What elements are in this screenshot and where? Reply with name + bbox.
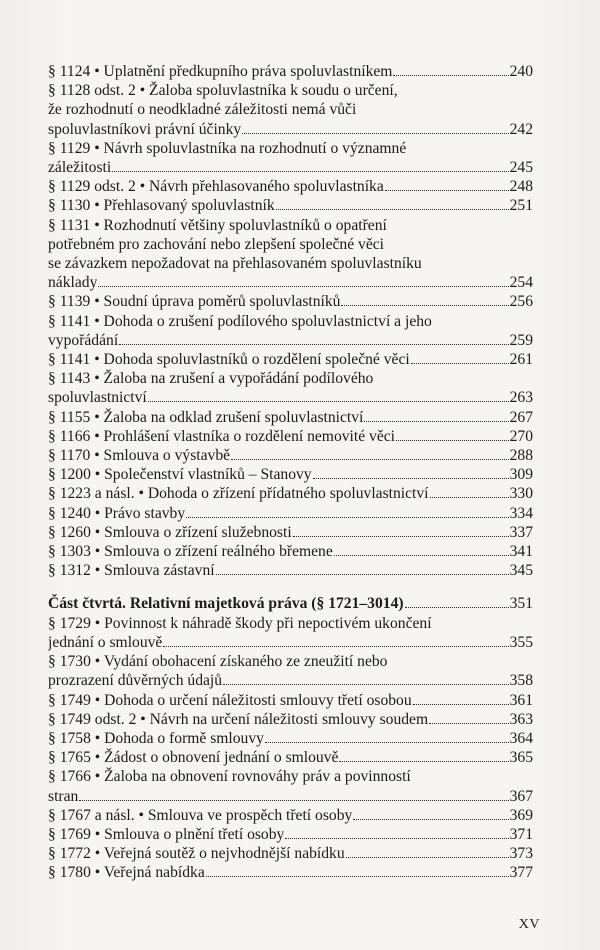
toc-entry-line — [48, 369, 533, 388]
toc-entry-text: § 1155 • Žaloba na odklad zrušení spoluvlastnictví — [48, 408, 364, 426]
dot-leader — [364, 421, 508, 422]
dot-leader — [339, 761, 508, 762]
toc-section-part-three — [48, 62, 533, 580]
toc-entry-final-line — [48, 465, 533, 484]
toc-entry-text: § 1303 • Smlouva o zřízení reálného břemene — [48, 543, 333, 561]
toc-entry-final-line — [48, 825, 533, 844]
toc-entry-final-line — [48, 806, 533, 825]
toc-entry — [48, 292, 533, 311]
dot-leader — [265, 742, 509, 743]
toc-entry-text: § 1780 • Veřejná nabídka — [48, 864, 205, 882]
toc-entry-page: 364 — [509, 729, 533, 747]
toc-entry-final-line — [48, 196, 533, 215]
toc-entry-page: 309 — [509, 466, 533, 484]
toc-entry-line — [48, 652, 533, 671]
toc-entry-text: § 1139 • Soudní úprava poměrů spoluvlastníků — [48, 293, 341, 311]
dot-leader — [405, 607, 509, 608]
toc-entry — [48, 465, 533, 484]
toc-entry-page: 373 — [509, 845, 533, 863]
toc-entry — [48, 825, 533, 844]
toc-entry — [48, 427, 533, 446]
toc-entry-text: že rozhodnutí o neodkladné záležitosti nemá vůči — [48, 101, 357, 119]
toc-entry-page: 363 — [509, 710, 533, 728]
table-of-contents — [48, 62, 533, 883]
toc-entry-final-line — [48, 729, 533, 748]
dot-leader — [148, 401, 509, 402]
toc-entry-line — [48, 312, 533, 331]
toc-entry — [48, 408, 533, 427]
toc-entry-page: 288 — [509, 447, 533, 465]
toc-entry-line — [48, 767, 533, 786]
toc-entry-text: § 1758 • Dohoda o formě smlouvy — [48, 729, 264, 747]
toc-entry-text: prozrazení důvěrných údajů — [48, 672, 223, 690]
toc-entry-page: 267 — [509, 408, 533, 426]
dot-leader — [334, 555, 509, 556]
toc-entry — [48, 350, 533, 369]
toc-entry-final-line — [48, 62, 533, 81]
toc-entry — [48, 561, 533, 580]
dot-leader — [411, 363, 509, 364]
toc-entry-page: 341 — [509, 543, 533, 561]
toc-entry — [48, 446, 533, 465]
dot-leader — [313, 478, 509, 479]
dot-leader — [430, 497, 509, 498]
toc-entry — [48, 691, 533, 710]
toc-entry — [48, 196, 533, 215]
toc-entry-final-line — [48, 177, 533, 196]
toc-entry-page: 254 — [509, 274, 533, 292]
toc-entry-page: 240 — [509, 63, 533, 80]
dot-leader — [353, 819, 508, 820]
toc-entry-text: § 1767 a násl. • Smlouva ve prospěch třetí osoby — [48, 806, 353, 824]
toc-entry-page: 371 — [509, 825, 533, 843]
toc-entry-page: 259 — [509, 331, 533, 349]
toc-entry-page: 365 — [509, 749, 533, 767]
dot-leader — [231, 459, 509, 460]
toc-entry-text: § 1260 • Smlouva o zřízení služebnosti — [48, 523, 292, 541]
toc-entry — [48, 748, 533, 767]
toc-entry-text: § 1141 • Dohoda o zrušení podílového spoluvlastnictví a jeho — [48, 312, 432, 330]
dot-leader — [385, 190, 509, 191]
toc-entry-text: § 1129 odst. 2 • Návrh přehlasovaného spoluvlastníka — [48, 178, 384, 196]
part-heading — [48, 594, 533, 613]
toc-entry — [48, 614, 533, 652]
toc-entry-final-line — [48, 710, 533, 729]
toc-entry — [48, 542, 533, 561]
toc-entry-final-line — [48, 561, 533, 580]
toc-entry-final-line — [48, 671, 533, 690]
toc-entry-final-line — [48, 691, 533, 710]
toc-entry-text: § 1312 • Smlouva zástavní — [48, 562, 215, 580]
toc-entry-line — [48, 614, 533, 633]
toc-entry-page: 345 — [509, 562, 533, 580]
toc-entry-text: § 1772 • Veřejná soutěž o nejvhodnější nabídku — [48, 845, 345, 863]
dot-leader — [285, 838, 508, 839]
toc-entry-text: spoluvlastníkovi právní účinky — [48, 120, 242, 138]
toc-entry-text: § 1729 • Povinnost k náhradě škody při nepoctivém ukončení — [48, 614, 432, 632]
toc-entry-line — [48, 81, 533, 100]
toc-entry-final-line — [48, 633, 533, 652]
toc-entry — [48, 504, 533, 523]
dot-leader — [242, 133, 508, 134]
toc-entry-text: spoluvlastnictví — [48, 389, 147, 407]
toc-section-part-four — [48, 614, 533, 883]
toc-entry-page: 358 — [509, 672, 533, 690]
toc-entry-page: 330 — [509, 485, 533, 503]
toc-entry-text: § 1766 • Žaloba na obnovení rovnováhy práv a povinností — [48, 768, 411, 786]
toc-entry-final-line — [48, 408, 533, 427]
toc-entry — [48, 216, 533, 293]
toc-entry-text: § 1128 odst. 2 • Žaloba spoluvlastníka k soudu o určení, — [48, 82, 398, 100]
toc-entry-page: 245 — [509, 159, 533, 177]
dot-leader — [413, 704, 509, 705]
toc-entry-page: 361 — [509, 691, 533, 709]
toc-entry-page: 242 — [509, 120, 533, 138]
toc-entry-text: § 1131 • Rozhodnutí většiny spoluvlastníků o opatření — [48, 216, 387, 234]
toc-entry — [48, 652, 533, 690]
page-folio: XV — [518, 917, 540, 932]
toc-entry — [48, 729, 533, 748]
toc-entry-text: § 1166 • Prohlášení vlastníka o rozdělení nemovité věci — [48, 427, 395, 445]
toc-entry — [48, 177, 533, 196]
dot-leader — [393, 75, 508, 76]
toc-entry-line — [48, 235, 533, 254]
toc-entry-text: § 1240 • Právo stavby — [48, 504, 186, 522]
toc-entry — [48, 139, 533, 177]
toc-entry-page: 263 — [509, 389, 533, 407]
toc-entry-final-line — [48, 484, 533, 503]
toc-entry-final-line — [48, 427, 533, 446]
dot-leader — [163, 646, 508, 647]
toc-entry-final-line — [48, 331, 533, 350]
toc-entry-text: § 1170 • Smlouva o výstavbě — [48, 447, 231, 465]
toc-entry-text: § 1749 odst. 2 • Návrh na určení náležitosti smlouvy soudem — [48, 710, 429, 728]
toc-entry-page: 270 — [509, 427, 533, 445]
toc-entry-final-line — [48, 350, 533, 369]
toc-entry — [48, 312, 533, 350]
dot-leader — [186, 517, 508, 518]
toc-entry-text: § 1730 • Vydání obohacení získaného ze zneužití nebo — [48, 653, 388, 671]
dot-leader — [206, 876, 509, 877]
dot-leader — [216, 574, 509, 575]
toc-entry-final-line — [48, 523, 533, 542]
toc-entry-line — [48, 100, 533, 119]
toc-entry-final-line — [48, 787, 533, 806]
toc-entry-final-line — [48, 446, 533, 465]
dot-leader — [346, 857, 509, 858]
toc-entry-text: záležitosti — [48, 159, 112, 177]
toc-entry — [48, 767, 533, 805]
dot-leader — [396, 440, 509, 441]
toc-entry-page: 377 — [509, 864, 533, 882]
toc-entry-text: jednání o smlouvě — [48, 633, 163, 651]
toc-entry-page: 251 — [509, 197, 533, 215]
toc-entry-page: 334 — [509, 504, 533, 522]
toc-entry-text: § 1124 • Uplatnění předkupního práva spoluvlastníkem — [48, 63, 393, 80]
dot-leader — [293, 536, 509, 537]
toc-entry-text: § 1129 • Návrh spoluvlastníka na rozhodnutí o významné — [48, 139, 407, 157]
toc-entry-final-line — [48, 388, 533, 407]
part-heading-text: Část čtvrtá. Relativní majetková práva (§ 1721–3014) — [48, 595, 404, 613]
dot-leader — [119, 344, 508, 345]
toc-entry — [48, 523, 533, 542]
toc-entry-final-line — [48, 844, 533, 863]
toc-entry-text: § 1769 • Smlouva o plnění třetí osoby — [48, 825, 285, 843]
toc-entry-text: § 1141 • Dohoda spoluvlastníků o rozdělení společné věci — [48, 351, 410, 369]
toc-entry-text: náklady — [48, 274, 98, 292]
toc-entry-final-line — [48, 273, 533, 292]
toc-entry-page: 261 — [509, 351, 533, 369]
toc-entry-line — [48, 254, 533, 273]
toc-entry-final-line — [48, 504, 533, 523]
section-gap — [48, 580, 533, 594]
toc-entry-line — [48, 139, 533, 158]
part-heading-page: 351 — [509, 595, 533, 613]
toc-entry-text: § 1223 a násl. • Dohoda o zřízení přídatného spoluvlastnictví — [48, 485, 429, 503]
toc-entry-text: § 1200 • Společenství vlastníků – Stanovy — [48, 466, 312, 484]
dot-leader — [98, 286, 508, 287]
toc-entry-text: § 1749 • Dohoda o určení náležitosti smlouvy třetí osobou — [48, 691, 412, 709]
dot-leader — [223, 684, 509, 685]
toc-entry-text: § 1143 • Žaloba na zrušení a vypořádání podílového — [48, 370, 374, 388]
toc-entry — [48, 369, 533, 407]
toc-entry-page: 369 — [509, 806, 533, 824]
toc-entry — [48, 806, 533, 825]
toc-entry-final-line — [48, 748, 533, 767]
toc-entry-text: vypořádání — [48, 331, 119, 349]
toc-entry-text: se závazkem nepožadovat na přehlasovaném spoluvlastníku — [48, 255, 422, 273]
toc-entry-page: 337 — [509, 523, 533, 541]
toc-entry-page: 248 — [509, 178, 533, 196]
toc-entry — [48, 62, 533, 81]
toc-entry-text: § 1765 • Žádost o obnovení jednání o smlouvě — [48, 749, 339, 767]
dot-leader — [429, 723, 509, 724]
toc-entry-final-line — [48, 120, 533, 139]
toc-entry-final-line — [48, 158, 533, 177]
toc-entry — [48, 81, 533, 139]
dot-leader — [276, 209, 509, 210]
toc-entry-text: stran — [48, 787, 79, 805]
toc-entry-final-line — [48, 542, 533, 561]
toc-entry — [48, 484, 533, 503]
toc-entry-line — [48, 216, 533, 235]
toc-entry-page: 367 — [509, 787, 533, 805]
toc-entry-final-line — [48, 292, 533, 311]
toc-entry-page: 355 — [509, 633, 533, 651]
toc-entry — [48, 863, 533, 882]
toc-entry — [48, 710, 533, 729]
toc-entry-text: § 1130 • Přehlasovaný spoluvlastník — [48, 197, 275, 215]
toc-entry-text: potřebném pro zachování nebo zlepšení společné věci — [48, 235, 384, 253]
toc-entry — [48, 844, 533, 863]
dot-leader — [341, 305, 508, 306]
toc-entry-page: 256 — [509, 293, 533, 311]
toc-entry-final-line — [48, 863, 533, 882]
dot-leader — [112, 171, 508, 172]
dot-leader — [79, 800, 508, 801]
